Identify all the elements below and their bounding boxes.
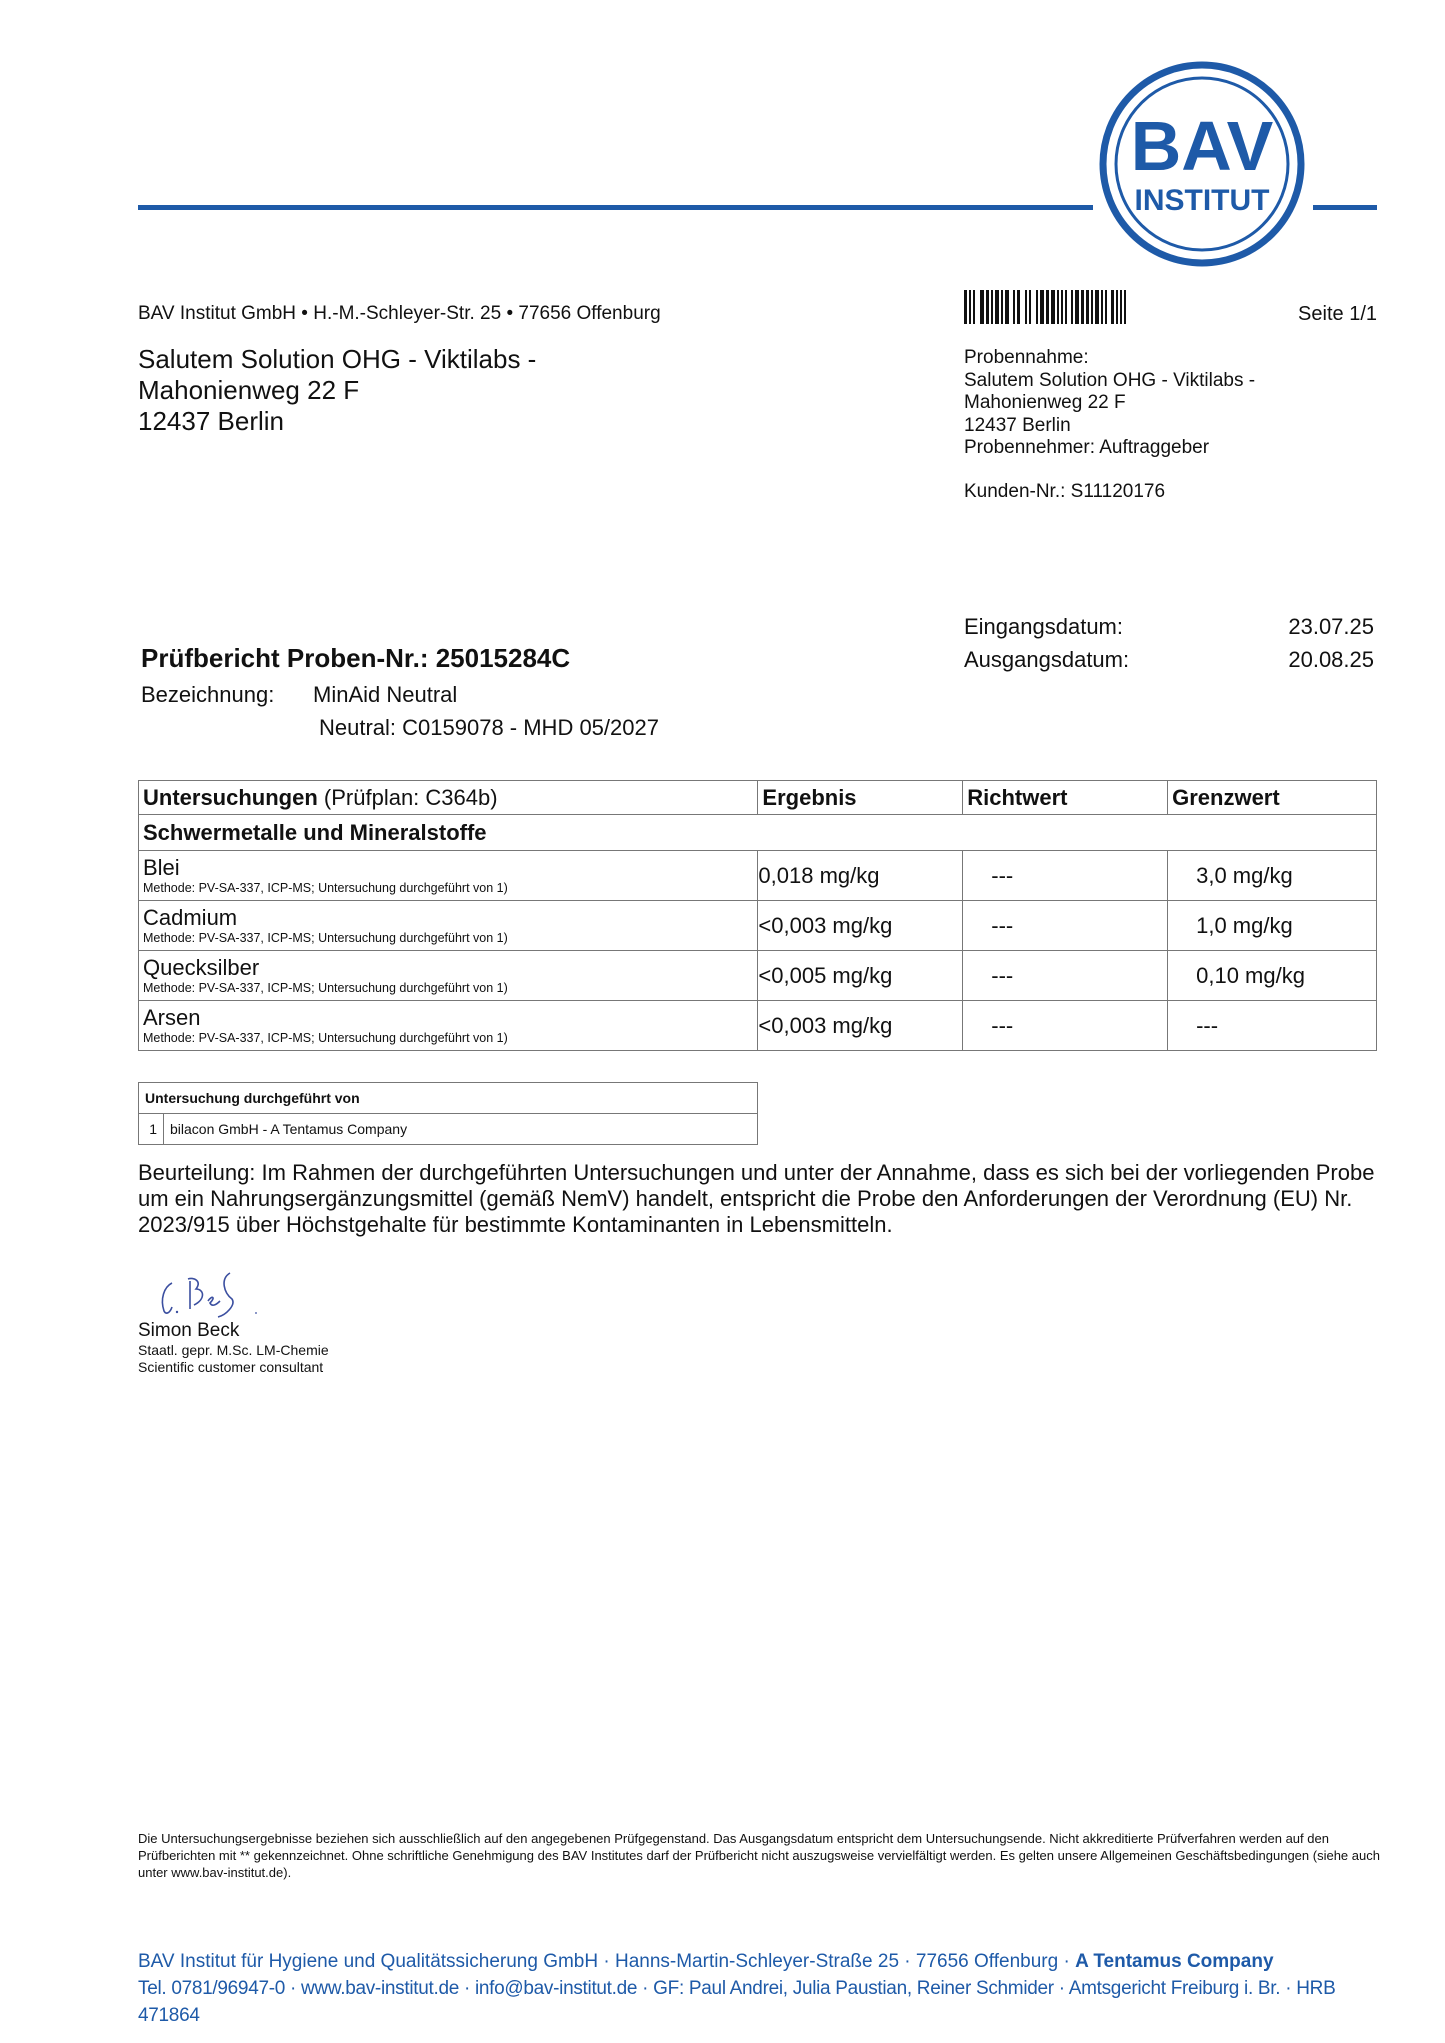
table-row	[139, 901, 1377, 951]
bav-institut-logo	[1098, 60, 1306, 268]
designation-value: MinAid Neutral	[313, 682, 458, 707]
recipient-line: Mahonienweg 22 F	[138, 375, 360, 405]
parameter-method: Methode: PV-SA-337, ICP-MS; Untersuchung durchgeführt von 1)	[143, 880, 508, 895]
result-value: 0,018 mg/kg	[758, 851, 963, 901]
page-number: Seite 1/1	[1298, 303, 1377, 325]
sampling-line: Mahonienweg 22 F	[964, 392, 1126, 413]
assessment-text: Beurteilung: Im Rahmen der durchgeführten Untersuchungen und unter der Annahme, dass es sich bei der vorliegenden Probe um ein Nahrungsergänzungsmittel (gemäß NemV) handelt, entspricht die Probe den Anforderungen der Verordnung (EU) Nr. 2023/915 über Höchstgehalte für bestimmte Kontaminanten in Lebensmitteln.	[138, 1160, 1375, 1237]
issue-date-value: 20.08.25	[1288, 647, 1374, 672]
result-value: <0,003 mg/kg	[758, 1001, 963, 1051]
signature-image	[150, 1265, 270, 1325]
receipt-date-label: Eingangsdatum:	[964, 614, 1123, 639]
limit-value: ---	[1168, 1001, 1377, 1051]
limit-value: 3,0 mg/kg	[1168, 851, 1377, 901]
guide-value: ---	[963, 951, 1168, 1001]
disclaimer-text: Die Untersuchungsergebnisse beziehen sich ausschließlich auf den angegebenen Prüfgegenstand. Das Ausgangsdatum entspricht dem Untersuchungsende. Nicht akkreditierte Prüfverfahren werden auf den Prüfberichten mit ** gekennzeichnet. Ohne schriftliche Genehmigung des BAV Institutes darf der Prüfbericht nicht auszugsweise vervielfältigt werden. Es gelten unsere Allgemeinen Geschäftsbedingungen (siehe auch unter www.bav-institut.de).	[138, 1831, 1380, 1880]
sampling-info	[964, 347, 1255, 460]
parameter-method: Methode: PV-SA-337, ICP-MS; Untersuchung durchgeführt von 1)	[143, 980, 508, 995]
result-value: <0,005 mg/kg	[758, 951, 963, 1001]
footer-company-address: BAV Institut für Hygiene und Qualitätssicherung GmbH · Hanns-Martin-Schleyer-Straße 25 · 77656 Offenburg ·	[138, 1951, 1076, 1972]
sampling-line: 12437 Berlin	[964, 414, 1071, 436]
results-header-row	[139, 781, 1377, 815]
signer-role: Scientific customer consultant	[138, 1359, 324, 1375]
sampler-line: Probennehmer: Auftraggeber	[964, 437, 1210, 458]
parameter-name: Cadmium	[143, 904, 238, 930]
barcode	[964, 290, 1210, 324]
group-heading: Schwermetalle und Mineralstoffe	[139, 815, 1377, 851]
lab-name: bilacon GmbH - A Tentamus Company	[164, 1114, 758, 1145]
footer-line-2: Tel. 0781/96947-0 · www.bav-institut.de · info@bav-institut.de · GF: Paul Andrei, Julia Paustian, Reiner Schmider · Amtsgericht Freiburg i. Br. · HRB 471864	[138, 1978, 1336, 2026]
designation	[141, 682, 458, 708]
parameter-name: Quecksilber	[143, 954, 260, 980]
table-row	[139, 851, 1377, 901]
sender-address-line: BAV Institut GmbH • H.-M.-Schleyer-Str. 25 • 77656 Offenburg	[138, 303, 661, 324]
batch-info: Neutral: C0159078 - MHD 05/2027	[319, 715, 659, 740]
results-table	[138, 780, 1377, 1051]
issue-date-row	[964, 643, 1374, 676]
header-investigations: Untersuchungen (Prüfplan: C364b)	[139, 781, 758, 815]
footer-group-name: A Tentamus Company	[1075, 1951, 1274, 1972]
parameter-name: Blei	[143, 854, 180, 880]
guide-value: ---	[963, 1001, 1168, 1051]
parameter-name: Arsen	[143, 1004, 201, 1030]
limit-value: 0,10 mg/kg	[1168, 951, 1377, 1001]
sampling-label: Probennahme:	[964, 347, 1089, 368]
labs-header-row	[139, 1083, 758, 1114]
header-limit-value: Grenzwert	[1168, 781, 1377, 815]
parameter-method: Methode: PV-SA-337, ICP-MS; Untersuchung durchgeführt von 1)	[143, 930, 508, 945]
header-rule-right	[1313, 205, 1377, 210]
table-row	[139, 1001, 1377, 1051]
footer-line-1	[138, 1948, 1380, 1975]
svg-text:INSTITUT: INSTITUT	[1134, 184, 1270, 217]
signer-block	[138, 1320, 329, 1376]
signer-name: Simon Beck	[138, 1320, 240, 1341]
performing-labs-table	[138, 1082, 758, 1145]
recipient-line: 12437 Berlin	[138, 406, 284, 436]
customer-number: Kunden-Nr.: S11120176	[964, 481, 1166, 502]
limit-value: 1,0 mg/kg	[1168, 901, 1377, 951]
designation-label: Bezeichnung:	[141, 682, 275, 707]
recipient-line: Salutem Solution OHG - Viktilabs -	[138, 344, 537, 374]
group-row	[139, 815, 1377, 851]
recipient-address	[138, 344, 536, 437]
company-footer	[138, 1948, 1380, 2029]
parameter-method: Methode: PV-SA-337, ICP-MS; Untersuchung durchgeführt von 1)	[143, 1030, 508, 1045]
lab-row	[139, 1114, 758, 1145]
report-dates	[964, 610, 1374, 676]
report-title: Prüfbericht Proben-Nr.: 25015284C	[141, 643, 571, 673]
result-value: <0,003 mg/kg	[758, 901, 963, 951]
header-rule-left	[138, 205, 1093, 210]
header-guide-value: Richtwert	[963, 781, 1168, 815]
labs-header: Untersuchung durchgeführt von	[139, 1083, 758, 1114]
receipt-date-row	[964, 610, 1374, 643]
receipt-date-value: 23.07.25	[1288, 614, 1374, 639]
table-row	[139, 951, 1377, 1001]
svg-text:BAV: BAV	[1130, 107, 1274, 185]
lab-number: 1	[139, 1114, 164, 1145]
header-result: Ergebnis	[758, 781, 963, 815]
guide-value: ---	[963, 901, 1168, 951]
guide-value: ---	[963, 851, 1168, 901]
issue-date-label: Ausgangsdatum:	[964, 647, 1130, 672]
signer-qualification: Staatl. gepr. M.Sc. LM-Chemie	[138, 1342, 329, 1358]
sampling-line: Salutem Solution OHG - Viktilabs -	[964, 369, 1256, 391]
